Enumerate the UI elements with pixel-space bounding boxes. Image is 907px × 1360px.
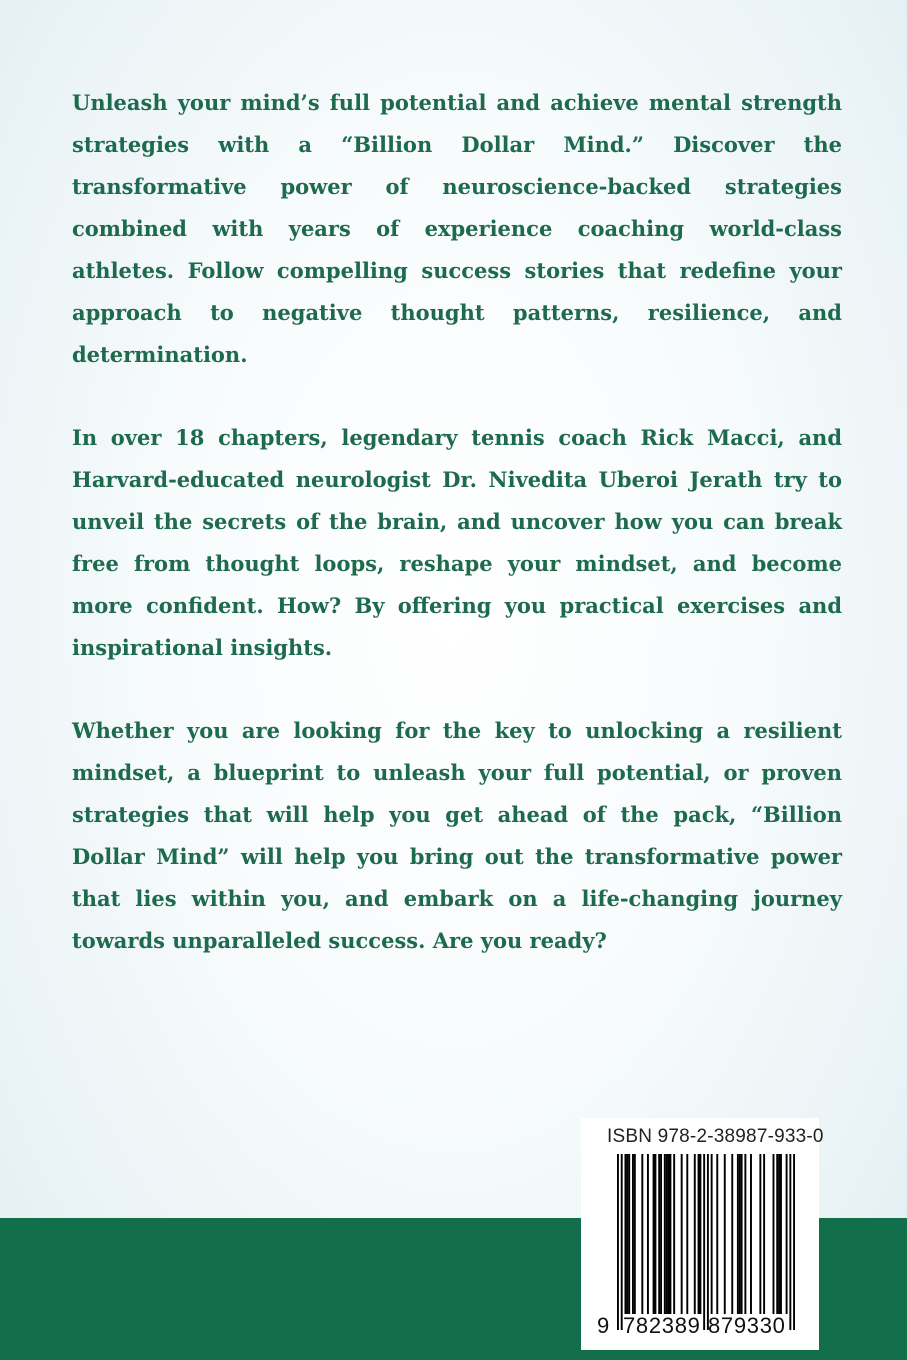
barcode-bar: [698, 1154, 700, 1314]
barcode-bar: [668, 1154, 670, 1314]
barcode-bar: [624, 1154, 626, 1314]
barcode-bar: [763, 1154, 765, 1314]
barcode-bar: [741, 1154, 743, 1314]
barcode-bar: [737, 1154, 739, 1314]
barcode-bar: [653, 1154, 655, 1314]
barcode-bar: [744, 1154, 746, 1314]
barcode-bar: [778, 1154, 780, 1314]
isbn-label: ISBN 978-2-38987-933-0: [607, 1126, 824, 1147]
barcode-bar: [776, 1154, 778, 1314]
barcode-bar: [694, 1154, 696, 1314]
blurb-paragraph-2: In over 18 chapters, legendary tennis coach Rick Macci, and Harvard-educated neurologist Dr. Nivedita Uberoi Jerath try to unveil the secrets of the brain, and uncover how you can break free from thought loops, reshape your mindset, and become more confident. How? By offering you practical exercises and inspirational insights.: [72, 425, 842, 660]
barcode-bar: [724, 1154, 726, 1314]
barcode-bar: [731, 1154, 733, 1314]
barcode-bar: [617, 1154, 619, 1330]
back-cover-blurb: [72, 82, 842, 1003]
barcode-bar: [789, 1154, 791, 1330]
barcode-bar: [632, 1154, 634, 1314]
barcode-bar: [626, 1154, 628, 1314]
barcode-bar: [666, 1154, 668, 1314]
barcode-bar: [621, 1154, 623, 1330]
barcode-bar: [647, 1154, 649, 1314]
barcode-bar: [793, 1154, 795, 1330]
barcode-bar: [786, 1154, 788, 1314]
barcode-bar: [658, 1154, 660, 1314]
barcode-bar: [711, 1154, 713, 1314]
isbn-barcode-box: [581, 1118, 824, 1350]
barcode-bars: [617, 1154, 795, 1330]
barcode-digit-first: 9: [597, 1313, 610, 1338]
barcode-bar: [664, 1154, 666, 1314]
barcode-digits-right: 879330: [708, 1313, 786, 1338]
barcode-bar: [681, 1154, 683, 1314]
barcode-bar: [707, 1154, 709, 1330]
barcode-bar: [750, 1154, 752, 1314]
barcode-bar: [634, 1154, 636, 1314]
barcode-bar: [669, 1154, 671, 1314]
barcode-bar: [773, 1154, 775, 1314]
barcode-bar: [654, 1154, 656, 1314]
blurb-paragraph-1: Unleash your mind’s full potential and achieve mental strength strategies with a “Billion Dollar Mind.” Discover the transformative power of neuroscience-backed strategies combined with years of experience coaching world-class athletes. Follow compelling success stories that redefine your approach to negative thought patterns, resilience, and determination.: [72, 90, 842, 367]
barcode-bar: [739, 1154, 741, 1314]
barcode-bar: [703, 1154, 705, 1330]
barcode-bar: [780, 1154, 782, 1314]
barcode-bar: [686, 1154, 688, 1314]
barcode-digits-left: 782389: [623, 1313, 701, 1338]
blurb-paragraph-3: Whether you are looking for the key to unlocking a resilient mindset, a blueprint to unleash your full potential, or proven strategies that will help you get ahead of the pack, “Billion Dollar Mind” will help you bring out the transformative power that lies within you, and embark on a life-changing journey towards unparalleled success. Are you ready?: [72, 718, 842, 953]
barcode-bar: [641, 1154, 643, 1314]
barcode-bar: [699, 1154, 701, 1314]
barcode-bar: [628, 1154, 630, 1314]
barcode-bar: [716, 1154, 718, 1314]
barcode-bar: [673, 1154, 675, 1314]
barcode-bar: [759, 1154, 761, 1314]
barcode-bar: [660, 1154, 662, 1314]
